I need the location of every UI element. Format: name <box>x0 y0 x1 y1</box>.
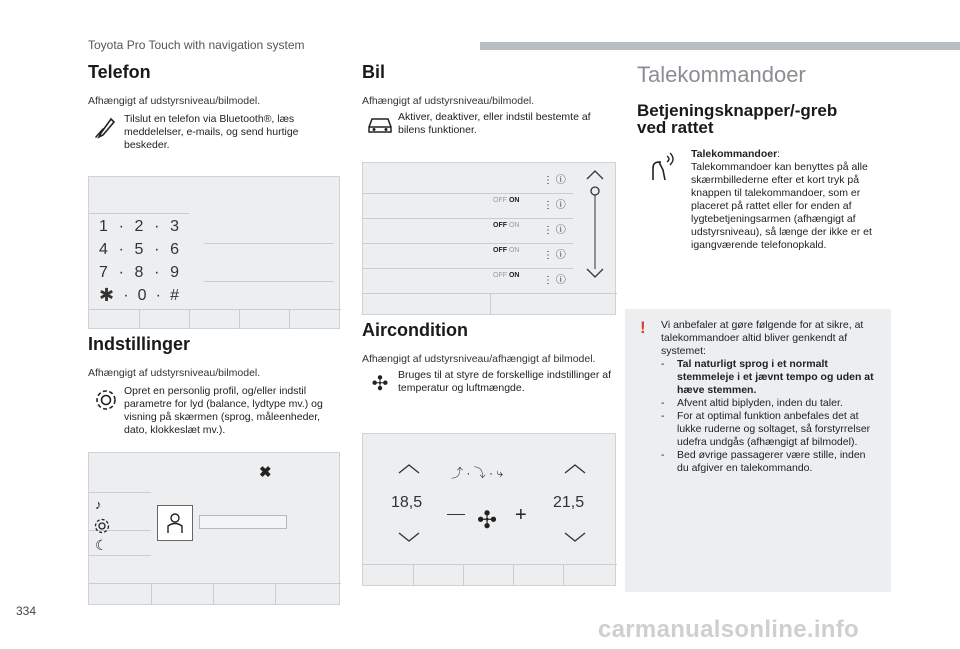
fan-decrease[interactable] <box>447 514 465 515</box>
aircondition-desc: Bruges til at styre de forskellige indstillinger af temperatur og luftmængde. <box>398 369 612 394</box>
scroll-control[interactable] <box>583 169 607 284</box>
list-item: - Tal naturligt sprog i et normalt stemmeleje i et jævnt tempo og uden at hæve stemmen. <box>661 358 874 396</box>
close-icon[interactable]: ✖ <box>259 464 272 481</box>
temp-right: 21,5 <box>553 494 585 511</box>
telefon-screen <box>88 176 340 329</box>
info-icon[interactable]: ⋮ ⓘ <box>543 200 566 211</box>
fan-increase[interactable]: + <box>515 504 527 526</box>
voice-command-icon <box>637 148 691 252</box>
temp-left: 18,5 <box>391 494 423 511</box>
temp-left-down[interactable] <box>397 530 421 548</box>
indstillinger-desc: Opret en personlig profil, og/eller indstil parametre for lyd (balance, lydtype mv.) og visning på skærmen (sprog, måleenheder, dato, klokkeslæt mv.). <box>124 385 323 436</box>
toggle-row-3[interactable]: OFF ON <box>493 247 520 254</box>
info-icon[interactable]: ⋮ ⓘ <box>543 275 566 286</box>
star-icon: ✱ <box>99 285 115 305</box>
bil-desc-row <box>362 111 618 137</box>
watermark: carmanualsonline.info <box>598 616 860 643</box>
aircondition-title: Aircondition <box>362 320 468 340</box>
indstillinger-title: Indstillinger <box>88 334 191 354</box>
info-icon[interactable]: ⋮ ⓘ <box>543 225 566 236</box>
bil-title: Bil <box>362 62 386 82</box>
temp-right-up[interactable] <box>563 462 587 480</box>
telefon-desc-row <box>88 113 343 152</box>
talekommandoer-subtitle: Betjeningsknapper/-greb ved rattet <box>637 101 838 137</box>
telefon-subtitle: Afhængigt af udstyrsniveau/bilmodel. <box>88 95 261 107</box>
profile-button[interactable] <box>157 505 193 541</box>
sound-icon[interactable]: ♪ <box>95 497 102 512</box>
warning-icon: ! <box>640 318 646 337</box>
phone-icon <box>88 113 124 152</box>
info-note <box>625 309 891 592</box>
aircondition-screen <box>362 433 616 586</box>
column-bil <box>362 62 618 137</box>
fan-icon: ✣ <box>371 373 389 395</box>
aircondition-desc-row <box>362 369 618 396</box>
telefon-desc: Tilslut en telefon via Bluetooth®, læs meddelelser, e-mails, og send hurtige beskeder. <box>124 113 299 151</box>
list-item: - Bed øvrige passagerer være stille, inden du afgiver en talekommando. <box>661 449 866 474</box>
aircondition-subtitle: Afhængigt af udstyrsniveau/afhængigt af bilmodel. <box>362 353 596 365</box>
column-aircondition <box>362 320 618 396</box>
header-rule <box>480 42 960 50</box>
bil-desc: Aktiver, deaktiver, eller indstil bestemte af bilens funktioner. <box>398 111 591 136</box>
indstillinger-subtitle: Afhængigt af udstyrsniveau/bilmodel. <box>88 367 261 379</box>
temp-left-up[interactable] <box>397 462 421 480</box>
list-item: - Afvent altid biplyden, inden du taler. <box>661 397 843 409</box>
running-title: Toyota Pro Touch with navigation system <box>88 38 305 52</box>
toggle-row-4[interactable]: OFF ON <box>493 272 520 279</box>
keypad[interactable]: 1 · 2 · 3 4 · 5 · 6 7 · 8 · 9 ✱ · 0 · # <box>99 218 179 305</box>
info-icon[interactable]: ⋮ ⓘ <box>543 175 566 186</box>
talekommandoer-desc: Talekommandoer kan benyttes på alle skærmbillederne efter et kort tryk på knappen til talekommandoer, som er placeret på rattet eller for enden af lygtebetjeningsarmen (afhængigt af udstyrsniveau), så længe der ikke er et igangværende telefonopkald. <box>691 161 872 251</box>
moon-icon[interactable]: ☾ <box>95 537 108 553</box>
profile-name-field[interactable] <box>199 515 287 529</box>
note-list <box>661 358 879 475</box>
list-item: - For at optimal funktion anbefales det at lukke ruderne og soltaget, så forstyrrelser udefra undgås (afhængigt af bilmodel). <box>661 410 871 448</box>
bil-subtitle: Afhængigt af udstyrsniveau/bilmodel. <box>362 95 535 107</box>
gear-icon <box>88 385 124 437</box>
info-icon[interactable]: ⋮ ⓘ <box>543 250 566 261</box>
indstillinger-desc-row <box>88 385 343 437</box>
column-telefon <box>88 62 343 152</box>
indstillinger-screen <box>88 452 340 605</box>
toggle-row-1[interactable]: OFF ON <box>493 197 520 204</box>
column-indstillinger <box>88 334 343 437</box>
telefon-title: Telefon <box>88 62 151 82</box>
page-number: 334 <box>16 604 37 618</box>
toggle-row-2[interactable]: OFF ON <box>493 222 520 229</box>
talekommandoer-desc-row: Talekommandoer: Talekommandoer kan benyttes på alle skærmbillederne efter et kort tryk på knappen til talekommandoer, som er placeret på rattet eller for enden af lygtebetjeningsarmen (afhængigt af udstyrsniveau), så længe der ikke er et igangværende telefonopkald. <box>637 148 891 252</box>
note-intro: Vi anbefaler at gøre følgende for at sikre, at talekommandoer altid bliver genkendt af systemet: <box>661 319 864 357</box>
talekommandoer-label: Talekommandoer <box>691 148 778 160</box>
column-talekommandoer <box>637 62 891 252</box>
air-distribution-icons[interactable]: ⤴ · ⤵ · ⤷ <box>451 466 504 480</box>
car-icon <box>362 111 398 137</box>
bil-screen <box>362 162 616 315</box>
talekommandoer-title: Talekommandoer <box>637 62 806 87</box>
fan-speed-icon[interactable]: ✣ <box>477 507 498 534</box>
temp-right-down[interactable] <box>563 530 587 548</box>
